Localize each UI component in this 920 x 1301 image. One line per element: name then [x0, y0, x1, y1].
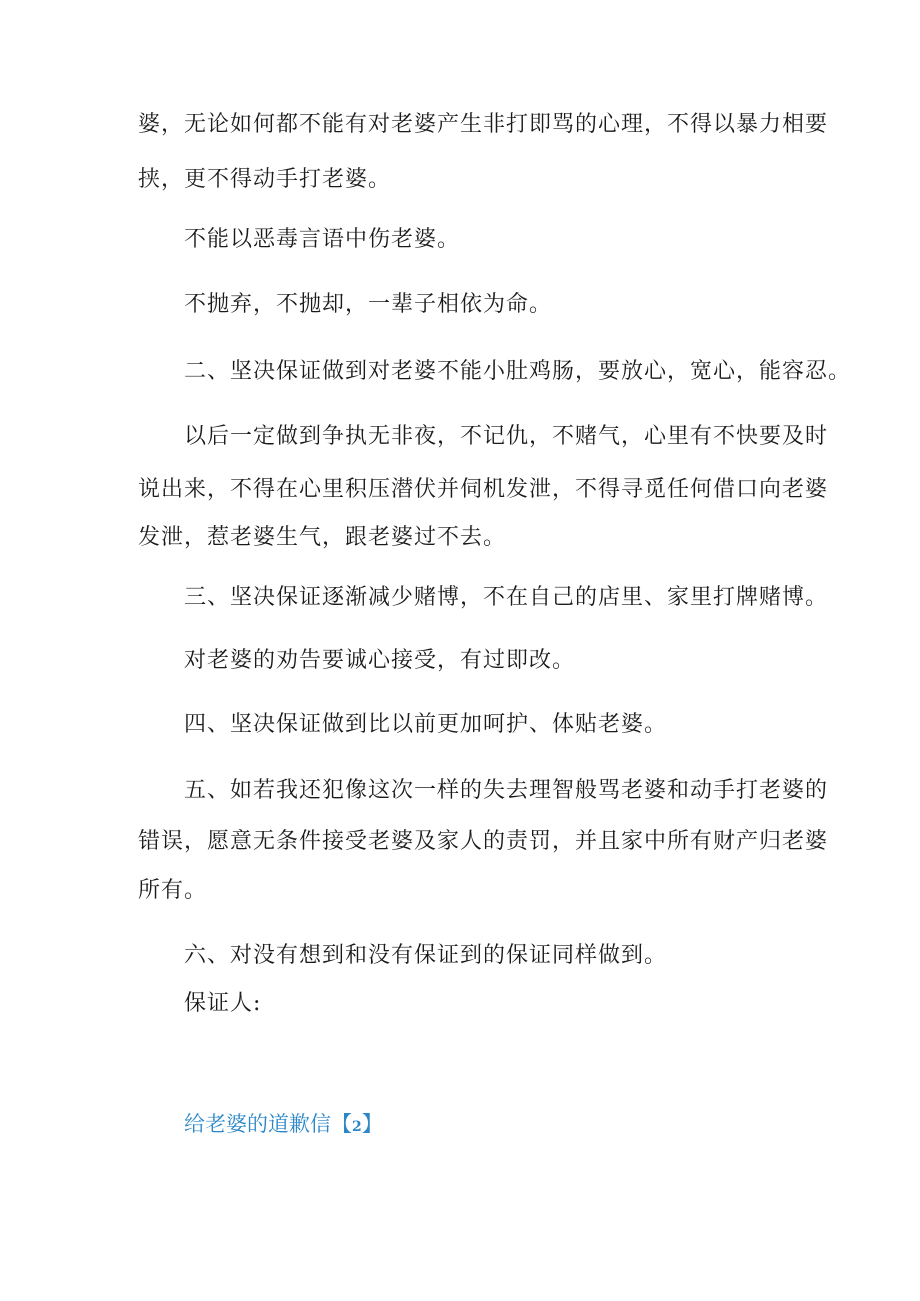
body-line: 所有。 [138, 878, 208, 903]
section-six-line: 六、对没有想到和没有保证到的保证同样做到。 [184, 943, 668, 968]
body-line: 婆，无论如何都不能有对老婆产生非打即骂的心理，不得以暴力相要 [138, 112, 829, 137]
body-line: 不能以恶毒言语中伤老婆。 [184, 227, 461, 252]
bracket-open: 【 [331, 1112, 352, 1136]
body-line: 对老婆的劝告要诚心接受，有过即改。 [184, 648, 576, 673]
body-line: 以后一定做到争执无非夜，不记仇，不赌气，心里有不快要及时 [184, 424, 829, 449]
section-five-line: 五、如若我还犯像这次一样的失去理智般骂老婆和动手打老婆的 [184, 778, 829, 803]
letter-number: 2 [352, 1119, 362, 1135]
signature-label: 保证人: [184, 991, 262, 1016]
next-letter-title[interactable] [184, 1109, 383, 1142]
body-line: 不抛弃，不抛却，一辈子相依为命。 [184, 292, 553, 317]
section-two-line: 二、坚决保证做到对老婆不能小肚鸡肠，要放心，宽心，能容忍。 [184, 359, 852, 384]
next-letter-title-text: 给老婆的道歉信 [184, 1112, 331, 1136]
bracket-close: 】 [361, 1112, 383, 1136]
body-line: 发泄，惹老婆生气，跟老婆过不去。 [138, 525, 507, 550]
body-line: 说出来，不得在心里积压潜伏并伺机发泄，不得寻觅任何借口向老婆 [138, 477, 829, 502]
body-line: 错误，愿意无条件接受老婆及家人的责罚，并且家中所有财产归老婆 [138, 829, 829, 854]
section-four-line: 四、坚决保证做到比以前更加呵护、体贴老婆。 [184, 712, 668, 737]
body-line: 挟，更不得动手打老婆。 [138, 167, 392, 192]
section-three-line: 三、坚决保证逐渐减少赌博，不在自己的店里、家里打牌赌博。 [184, 585, 829, 610]
